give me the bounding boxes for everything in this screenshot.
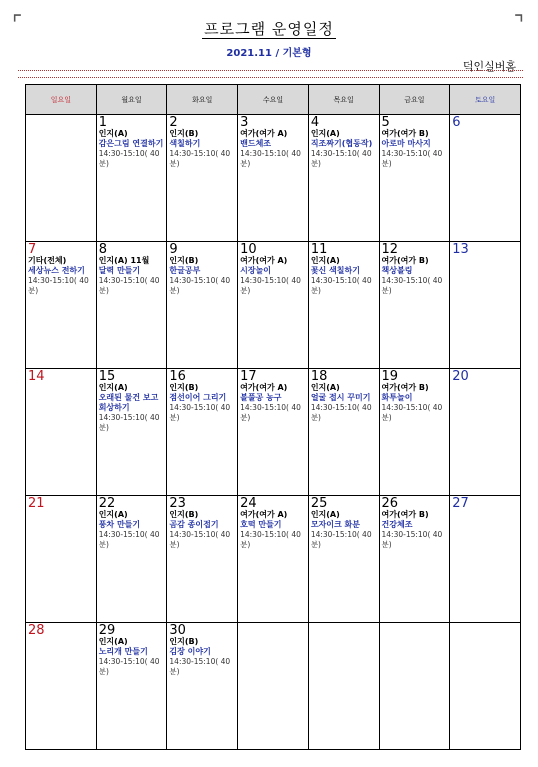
corner-mark-left: ⌜ [12,12,23,37]
day-number: 20 [452,369,469,384]
day-cell [96,115,167,242]
day-number: 15 [98,369,116,384]
day-cell [167,242,238,369]
day-cell [450,242,521,369]
day-number: 29 [98,623,116,638]
day-cell [96,369,167,496]
program-name: 노리개 만들기 [98,647,148,656]
day-number: 1 [98,115,107,130]
program-name: 볼풀공 농구 [240,393,282,402]
page-title: 프로그램 운영일정 [204,20,334,38]
day-cell [26,496,97,623]
program-time: 14:30-15:10( 40분) [98,530,160,549]
program-group: 인지(A) [310,510,340,519]
program-name: 꽃신 색칠하기 [310,266,360,275]
day-cell [96,623,167,750]
organization-name: 덕인실버홈 [462,60,516,73]
program-time: 14:30-15:10( 40분) [169,403,231,422]
program-time: 14:30-15:10( 40분) [28,276,89,295]
day-cell [238,369,309,496]
program-name: 곰감 종이접기 [169,520,219,529]
day-number: 12 [381,242,399,257]
day-cell [238,496,309,623]
calendar-table [25,84,521,750]
program-name: 점선이어 그리기 [169,393,227,402]
program-name: 화투놀이 [381,393,413,402]
weekday-header-mon: 월요일 [96,85,167,115]
program-time: 14:30-15:10( 40분) [310,149,372,168]
program-group: 인지(A) 11월 [98,256,150,265]
program-group: 여가(여가 A) [240,129,288,138]
day-cell [96,496,167,623]
divider [18,77,523,78]
program-group: 인지(A) [98,383,128,392]
day-cell [379,496,450,623]
day-number: 28 [28,623,45,638]
program-name: 밴드체조 [240,139,272,148]
program-time: 14:30-15:10( 40분) [169,530,231,549]
weekday-header-fri: 금요일 [379,85,450,115]
program-group: 인지(B) [169,256,199,265]
program-name: 모자이크 화분 [310,520,360,529]
day-cell [167,496,238,623]
program-time: 14:30-15:10( 40분) [240,530,301,549]
program-name: 김장 이야기 [169,647,211,656]
day-cell [26,369,97,496]
weekday-header-sat: 토요일 [450,85,521,115]
program-name: 한글공부 [169,266,201,275]
program-group: 여가(여가 B) [381,510,429,519]
program-time: 14:30-15:10( 40분) [169,276,231,295]
program-time: 14:30-15:10( 40분) [310,276,372,295]
day-number: 5 [381,115,390,130]
day-number: 27 [452,496,469,511]
program-group: 여가(여가 A) [240,383,288,392]
day-number: 10 [240,242,257,257]
program-group: 인지(B) [169,637,199,646]
program-group: 여가(여가 B) [381,129,429,138]
program-name: 아로마 마사지 [381,139,431,148]
program-time: 14:30-15:10( 40분) [381,530,443,549]
day-number: 6 [452,115,461,130]
program-time: 14:30-15:10( 40분) [169,657,231,676]
day-cell [308,115,379,242]
program-group: 인지(A) [98,129,128,138]
day-number: 8 [98,242,107,257]
day-cell [379,623,450,750]
program-group: 인지(B) [169,510,199,519]
day-cell [450,496,521,623]
day-number: 13 [452,242,469,257]
day-number: 3 [240,115,249,130]
program-name: 세상뉴스 전하기 [28,266,85,275]
day-cell [308,242,379,369]
weekday-header-thu: 목요일 [308,85,379,115]
day-cell [167,369,238,496]
day-cell [308,369,379,496]
program-time: 14:30-15:10( 40분) [98,413,160,432]
program-group: 여가(여가 A) [240,256,288,265]
calendar-week-row [26,369,521,496]
program-name: 얼굴 접시 꾸미기 [310,393,371,402]
program-group: 인지(B) [169,383,199,392]
day-number: 14 [28,369,45,384]
day-number: 24 [240,496,257,511]
day-number: 4 [310,115,320,130]
program-group: 여가(여가 B) [381,256,429,265]
calendar-week-row [26,496,521,623]
day-number: 25 [310,496,328,511]
weekday-header-row [26,85,521,115]
day-number: 21 [28,496,45,511]
day-cell [379,242,450,369]
day-number: 7 [28,242,37,257]
program-group: 인지(A) [98,510,128,519]
corner-mark-right: ⌝ [513,12,524,37]
day-number: 16 [169,369,186,384]
day-cell [308,496,379,623]
program-group: 인지(A) [310,256,340,265]
day-number: 9 [169,242,178,257]
day-cell [26,623,97,750]
program-time: 14:30-15:10( 40분) [240,276,301,295]
day-number: 26 [381,496,399,511]
day-cell [450,623,521,750]
day-cell [450,369,521,496]
program-group: 인지(B) [169,129,199,138]
day-cell [379,115,450,242]
program-time: 14:30-15:10( 40분) [310,403,372,422]
calendar-week-row [26,115,521,242]
program-time: 14:30-15:10( 40분) [381,403,443,422]
day-number: 23 [169,496,186,511]
program-name: 오래된 물건 보고 회상하기 [98,393,159,412]
day-cell [308,623,379,750]
program-group: 기타(전체) [28,256,67,265]
program-group: 여가(여가 A) [240,510,288,519]
day-cell [238,115,309,242]
day-number: 30 [169,623,186,638]
calendar-week-row [26,242,521,369]
program-name: 직조짜기(협동작) [310,139,373,148]
day-cell [379,369,450,496]
day-cell [238,623,309,750]
program-time: 14:30-15:10( 40분) [98,276,160,295]
program-group: 여가(여가 B) [381,383,429,392]
divider [18,70,523,71]
program-name: 감은그림 연결하기 [98,139,164,148]
program-time: 14:30-15:10( 40분) [310,530,372,549]
program-group: 인지(A) [310,383,340,392]
program-name: 색칠하기 [169,139,201,148]
program-time: 14:30-15:10( 40분) [98,657,160,676]
program-time: 14:30-15:10( 40분) [240,403,301,422]
weekday-header-sun: 일요일 [26,85,97,115]
weekday-header-tue: 화요일 [167,85,238,115]
day-number: 2 [169,115,178,130]
program-name: 건강체조 [381,520,413,529]
day-cell [167,115,238,242]
day-cell [238,242,309,369]
program-name: 책상볼링 [381,266,413,275]
program-group: 인지(A) [98,637,128,646]
day-cell [450,115,521,242]
program-name: 풍차 만들기 [98,520,141,529]
program-name: 달력 만들기 [98,266,141,275]
program-time: 14:30-15:10( 40분) [381,149,443,168]
program-time: 14:30-15:10( 40분) [169,149,231,168]
program-name: 호떡 만들기 [240,520,282,529]
day-number: 11 [310,242,328,257]
program-name: 시장놀이 [240,266,272,275]
page-subtitle: 2021.11 / 기본형 [226,48,312,59]
program-time: 14:30-15:10( 40분) [98,149,160,168]
calendar-week-row [26,623,521,750]
day-number: 22 [98,496,116,511]
weekday-header-wed: 수요일 [238,85,309,115]
program-time: 14:30-15:10( 40분) [240,149,301,168]
day-number: 19 [381,369,399,384]
day-number: 17 [240,369,257,384]
day-cell [167,623,238,750]
program-time: 14:30-15:10( 40분) [381,276,443,295]
day-cell [96,242,167,369]
day-cell [26,115,97,242]
day-number: 18 [310,369,328,384]
day-cell [26,242,97,369]
program-group: 인지(A) [310,129,340,138]
